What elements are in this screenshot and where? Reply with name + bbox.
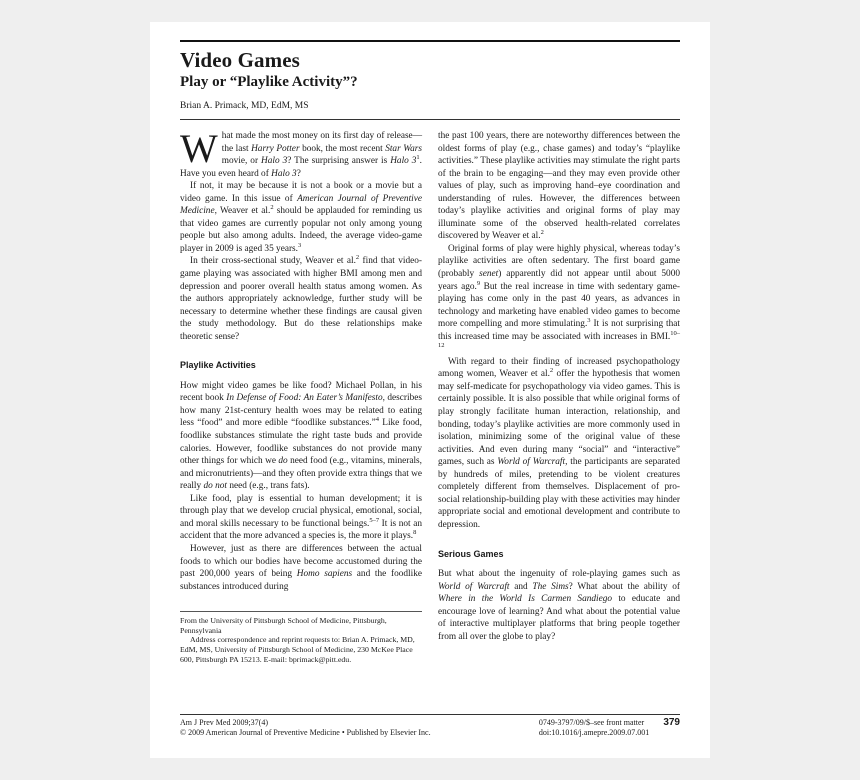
paragraph: If not, it may be because it is not a book or a movie but a video game. In this issue of American Journal of Preventive Medicine, Weaver et al.$^2$ should be applauded for reminding us that video games are currently popular not only among young people but also among adults. Indeed, the average video-game player in 2009 is aged 35 years.$^3$ bbox=[180, 181, 422, 254]
drop-cap: W bbox=[180, 126, 218, 171]
top-rule bbox=[180, 40, 680, 42]
reference-marker[interactable]: 2 bbox=[270, 204, 274, 212]
email-link[interactable]: bprimack@pitt.edu bbox=[288, 654, 350, 664]
paragraph: How might video games be like food? Michael Pollan, in his recent book In Defense of Food: An Eater’s Manifesto, describes how many 21st-century health woes may be related to eating less “food” and more edible “foodlike substances.”$^4$ Like food, foodlike substances stimulate the right taste buds and provide calories. However, foodlike substances do not provide many other things for which we do need food (e.g., vitamins, minerals, and micronutrients)—and they often provide extra things that we really do not need (e.g., trans fats). bbox=[180, 380, 422, 492]
affiliation-footnote bbox=[180, 611, 422, 664]
reference-marker[interactable]: 1 bbox=[416, 154, 420, 161]
header-rule bbox=[180, 119, 680, 120]
section-heading: Playlike Activities bbox=[180, 360, 256, 371]
reference-marker[interactable]: 10–12 bbox=[438, 329, 680, 350]
copyright: © 2009 American Journal of Preventive Medicine • Published by Elsevier Inc. bbox=[180, 728, 431, 737]
paragraph: What made the most money on its first day of release—the last Harry Potter book, the most recent Star Wars movie, or Halo 3? The surprising answer is Halo $3^1$. Have you even heard of Halo 3? bbox=[180, 126, 422, 179]
doi[interactable]: doi:10.1016/j.amepre.2009.07.001 bbox=[538, 728, 650, 737]
paragraph: Original forms of play were highly physical, whereas today’s playlike activities are often sedentary. The first board game (probably senet) apparently did not appear until about 5000 years ago.$^9$ But the real increase in time with sedentary game-playing has come only in the past 40 years, as advances in technology and marketing have enabled video games to become more compelling and more stimulating.$^3$ It is not surprising that this increased time may be associated with increases in BMI.$^{10-12}$ bbox=[438, 243, 680, 350]
page-footer bbox=[180, 714, 680, 738]
reference-marker[interactable]: 2 bbox=[549, 367, 554, 375]
affiliation: From the University of Pittsburgh School of Medicine, Pittsburgh, Pennsylvania bbox=[180, 616, 387, 635]
footer-right bbox=[539, 718, 680, 738]
paragraph: In their cross-sectional study, Weaver et al.$^2$ find that video-game playing was associated with higher BMI among men and depression and poorer overall health status among women. As the authors appropriately acknowledge, further study will be necessary to determine whether these findings are causal given the study methodology. But do these relationships make theoretic sense? bbox=[180, 254, 422, 342]
paragraph: Like food, play is essential to human development; it is through play that we develop crucial physical, emotional, social, and moral skills necessary to be functional beings.$^{5-7}$ It is not an accident that the more advanced a species is, the more it plays.$^8$ bbox=[180, 493, 422, 542]
body-columns bbox=[180, 126, 680, 664]
article-subtitle: Play or “Playlike Activity”? bbox=[180, 74, 358, 90]
article-title: Video Games bbox=[180, 48, 300, 72]
correspondence: Address correspondence and reprint requests to: Brian A. Primack, MD, EdM, MS, University of Pittsburgh School of Medicine, 230 McKee Place 600, Pittsburgh PA 15213. E-mail: bprimack@pitt.edu. bbox=[180, 635, 415, 664]
issn: 0749-3797/09/$–see front matter bbox=[538, 718, 645, 727]
section-heading: Serious Games bbox=[438, 548, 504, 559]
reference-marker[interactable]: 4 bbox=[375, 416, 379, 424]
paragraph: However, just as there are differences between the actual foods to which our bodies have become accustomed during the past 200,000 years of being Homo sapiens and the foodlike substances introduced during bbox=[180, 543, 422, 592]
footer-left bbox=[180, 718, 431, 738]
paragraph: With regard to their finding of increased psychopathology among women, Weaver et al.$^2$ offer the hypothesis that women may self-medicate for psychopathology via video games. This is certainly possible. It is also possible that while original forms of play strongly facilitate human interaction, relationship, and bonding, today’s playlike activities are more commonly used in isolation, minimizing some of the original value of these activities. And even during many “social” and “interactive” games, such as World of Warcraft, the participants are separated by hundreds of miles, pretending to be violent creatures completely different from themselves. Displacement of pro-social relationship-building play with these activities may hinder appropriate social and emotional development and contribute to depression. bbox=[438, 356, 680, 530]
reference-marker[interactable]: 2 bbox=[355, 254, 360, 262]
paragraph: the past 100 years, there are noteworthy differences between the oldest forms of play (e.g., chase games) and today’s “playlike activities.” These playlike activities may stimulate the right parts of the brain to be engaging—and they may even provide other values of play, such as improving hand–eye coordination and understanding of rules. However, the differences between today’s playlike activities and original forms of play may illuminate some of the observed health-related correlates discovered by Weaver et al.$^2$ bbox=[438, 131, 680, 242]
reference-marker[interactable]: 3 bbox=[298, 241, 302, 249]
reference-marker[interactable]: 2 bbox=[540, 229, 544, 237]
reference-marker[interactable]: 9 bbox=[476, 279, 481, 287]
reference-marker[interactable]: 5–7 bbox=[369, 516, 380, 524]
page-number: 379 bbox=[663, 717, 680, 728]
right-column bbox=[438, 130, 680, 664]
paragraph: But what about the ingenuity of role-playing games such as World of Warcraft and The Sims? What about the ability of Where in the World Is Carmen Sandiego to educate and encourage love of learning? And what about the potential value of interactive multiplayer platforms that bring people together from all over the globe to play? bbox=[438, 569, 680, 642]
author-line: Brian A. Primack, MD, EdM, MS bbox=[180, 101, 309, 111]
reference-marker[interactable]: 8 bbox=[413, 529, 417, 537]
left-column bbox=[180, 126, 422, 664]
journal-citation: Am J Prev Med 2009;37(4) bbox=[180, 718, 268, 727]
article-page bbox=[150, 22, 710, 758]
reference-marker[interactable]: 3 bbox=[587, 317, 591, 325]
